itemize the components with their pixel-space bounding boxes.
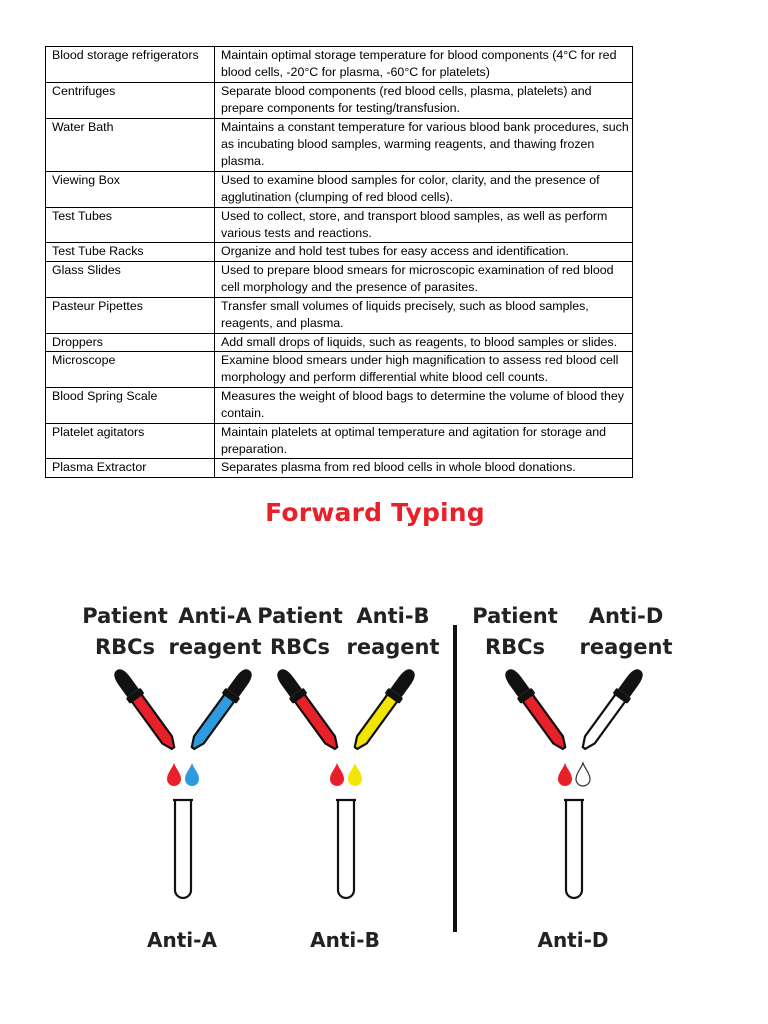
dropper-tube [351,694,397,751]
equipment-name: Platelet agitators [46,423,215,459]
patient-drop [167,763,181,786]
tube-label: Anti-D [537,928,609,952]
test-tube [338,800,354,898]
dropper-tube [188,694,234,751]
equipment-table [45,46,633,478]
patient-label: Patient [257,604,343,628]
reagent-label: Anti-D [588,604,664,628]
equipment-name: Test Tube Racks [46,243,215,261]
table-row [46,351,633,387]
equipment-table-body [46,47,633,478]
equipment-name: Centrifuges [46,82,215,118]
table-row [46,297,633,333]
table-row [46,333,633,351]
equipment-name: Plasma Extractor [46,459,215,477]
equipment-description: Organize and hold test tubes for easy access and identification. [215,243,633,261]
patient-drop [330,763,344,786]
patient-dropper [500,665,571,753]
reagent-label: reagent [168,635,262,659]
patient-dropper [272,665,343,753]
equipment-name: Blood Spring Scale [46,387,215,423]
patient-drop [558,763,572,786]
patient-label: RBCs [94,635,156,659]
test-group [472,604,672,952]
equipment-description: Separates plasma from red blood cells in whole blood donations. [215,459,633,477]
reagent-label: reagent [346,635,440,659]
equipment-description: Used to collect, store, and transport blood samples, as well as perform various tests and reactions. [215,207,633,243]
equipment-name: Water Bath [46,118,215,171]
equipment-name: Glass Slides [46,261,215,297]
reagent-dropper [186,665,257,753]
reagent-dropper [349,665,420,753]
dropper-tube [523,694,569,751]
reagent-drop [185,763,199,786]
reagent-label: reagent [579,635,673,659]
reagent-dropper [577,665,648,753]
equipment-name: Blood storage refrigerators [46,47,215,83]
patient-label: RBCs [269,635,331,659]
table-row [46,387,633,423]
equipment-description: Used to prepare blood smears for microscopic examination of red blood cell morphology and the presence of parasites. [215,261,633,297]
test-tube [175,800,191,898]
dropper-tube [132,694,178,751]
equipment-description: Measures the weight of blood bags to determine the volume of blood they contain. [215,387,633,423]
tests-layer [82,604,672,952]
equipment-name: Viewing Box [46,171,215,207]
table-row [46,207,633,243]
reagent-label: Anti-B [356,604,430,628]
tube-label: Anti-B [310,928,380,952]
table-row [46,82,633,118]
equipment-description: Transfer small volumes of liquids precisely, such as blood samples, reagents, and plasma. [215,297,633,333]
equipment-description: Used to examine blood samples for color, clarity, and the presence of agglutination (clumping of red blood cells). [215,171,633,207]
table-row [46,47,633,83]
equipment-description: Maintain platelets at optimal temperature and agitation for storage and preparation. [215,423,633,459]
table-row [46,243,633,261]
test-group [257,604,439,952]
figure-title: Forward Typing [265,498,485,527]
equipment-description: Maintains a constant temperature for various blood bank procedures, such as incubating blood samples, warming reagents, and thawing frozen plasma. [215,118,633,171]
table-row [46,261,633,297]
equipment-name: Droppers [46,333,215,351]
dropper-tube [579,694,625,751]
table-row [46,118,633,171]
patient-label: Patient [472,604,558,628]
table-row [46,423,633,459]
table-row [46,171,633,207]
test-tube [566,800,582,898]
dropper-tube [295,694,341,751]
reagent-drop [576,763,590,786]
equipment-name: Test Tubes [46,207,215,243]
table-row [46,459,633,477]
patient-dropper [109,665,180,753]
tube-label: Anti-A [147,928,217,952]
patient-label: Patient [82,604,168,628]
equipment-description: Maintain optimal storage temperature for blood components (4°C for red blood cells, -20°C for plasma, -60°C for platelets) [215,47,633,83]
equipment-description: Add small drops of liquids, such as reagents, to blood samples or slides. [215,333,633,351]
forward-typing-diagram [0,580,768,960]
equipment-description: Separate blood components (red blood cells, plasma, platelets) and prepare components for testing/transfusion. [215,82,633,118]
test-group [82,604,261,952]
reagent-drop [348,763,362,786]
equipment-name: Pasteur Pipettes [46,297,215,333]
equipment-name: Microscope [46,351,215,387]
equipment-description: Examine blood smears under high magnification to assess red blood cell morphology and perform differential white blood cell counts. [215,351,633,387]
patient-label: RBCs [484,635,546,659]
reagent-label: Anti-A [178,604,252,628]
